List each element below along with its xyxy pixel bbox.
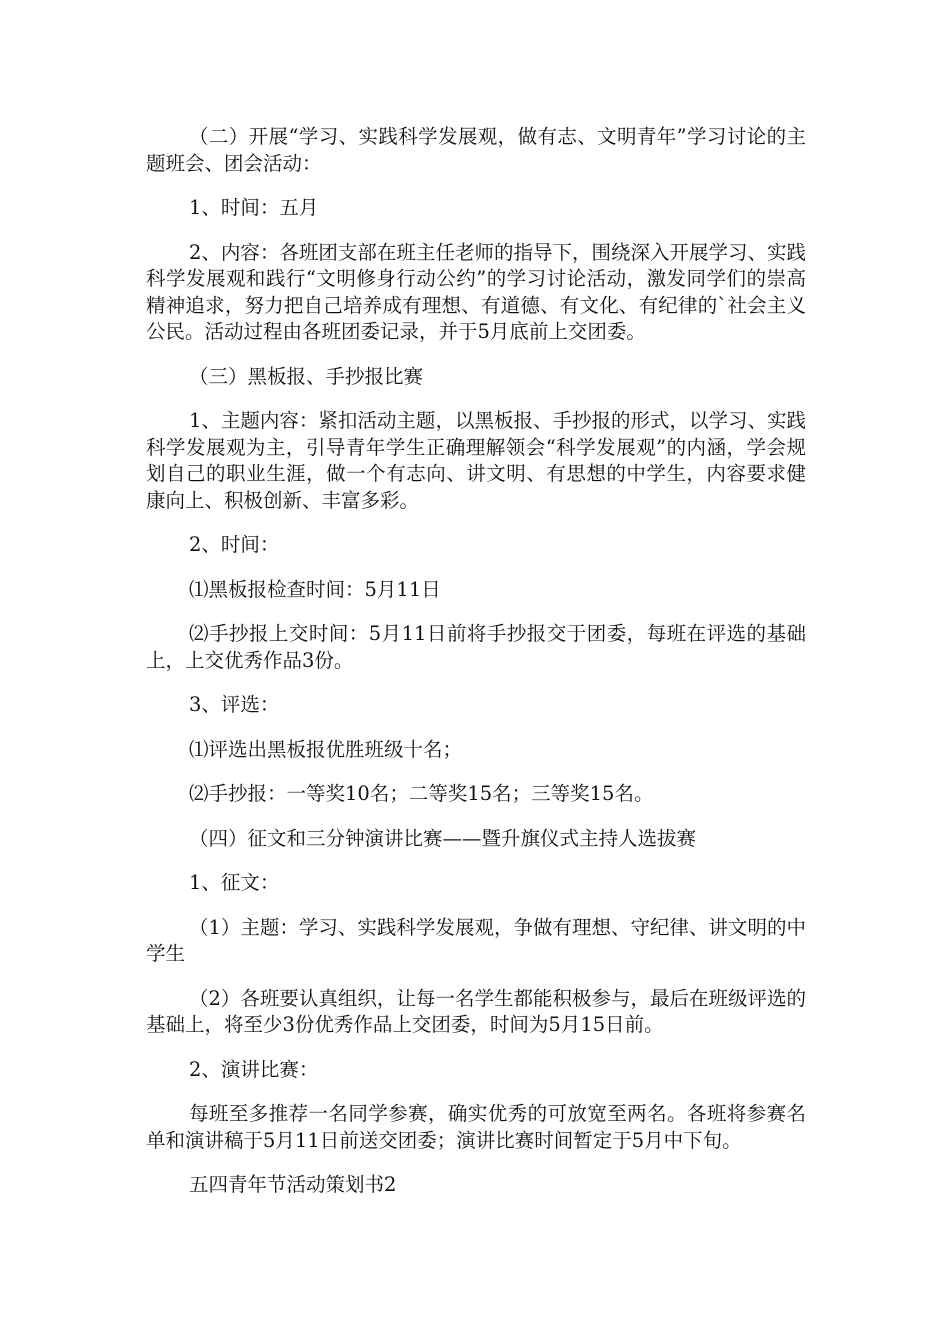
essay-theme: （1）主题：学习、实践科学发展观，争做有理想、守纪律、讲文明的中学生 [146, 915, 806, 965]
time-heading: 2、时间： [189, 533, 280, 556]
content-item: 2、内容：各班团支部在班主任老师的指导下，围绕深入开展学习、实践科学发展观和践行“文明修身行动公约”的学习讨论活动，激发同学们的崇高精神追求，努力把自己培养成有理想、有道德、有文化、有纪律的`社会主义公民。活动过程由各班团委记录，并于5月底前上交团委。 [146, 240, 806, 343]
blackboard-check-time: ⑴黑板报检查时间：5月11日 [189, 577, 441, 601]
section-heading-2: （二）开展“学习、实践科学发展观，做有志、文明青年”学习讨论的主题班会、团会活动： [146, 125, 806, 175]
handwritten-submit-time: ⑵手抄报上交时间：5月11日前将手抄报交于团委，每班在评选的基础上，上交优秀作品3份。 [146, 622, 806, 672]
essay-heading: 1、征文： [189, 871, 280, 894]
essay-organization: （2）各班要认真组织，让每一名学生都能积极参与，最后在班级评选的基础上，将至少3份优秀作品上交团委，时间为5月15日前。 [146, 986, 806, 1036]
speech-details: 每班至多推荐一名同学参赛，确实优秀的可放宽至两名。各班将参赛名单和演讲稿于5月11日前送交团委；演讲比赛时间暂定于5月中下旬。 [146, 1102, 806, 1152]
next-document-title: 五四青年节活动策划书2 [189, 1173, 397, 1196]
handwritten-awards: ⑵手抄报：一等奖10名；二等奖15名；三等奖15名。 [189, 782, 654, 805]
theme-content-item: 1、主题内容：紧扣活动主题，以黑板报、手抄报的形式，以学习、实践科学发展观为主，引导青年学生正确理解领会“科学发展观”的内涵，学会规划自己的职业生涯，做一个有志向、讲文明、有思想的中学生，内容要求健康向上、积极创新、丰富多彩。 [146, 409, 806, 512]
time-item: 1、时间：五月 [189, 196, 319, 219]
selection-heading: 3、评选： [189, 693, 280, 716]
blackboard-selection: ⑴评选出黑板报优胜班级十名； [189, 737, 463, 761]
document-body [146, 124, 806, 1217]
section-heading-3: （三）黑板报、手抄报比赛 [189, 364, 424, 388]
speech-heading: 2、演讲比赛： [189, 1057, 319, 1081]
section-heading-4: （四）征文和三分钟演讲比赛——暨升旗仪式主持人选拔赛 [189, 826, 697, 850]
